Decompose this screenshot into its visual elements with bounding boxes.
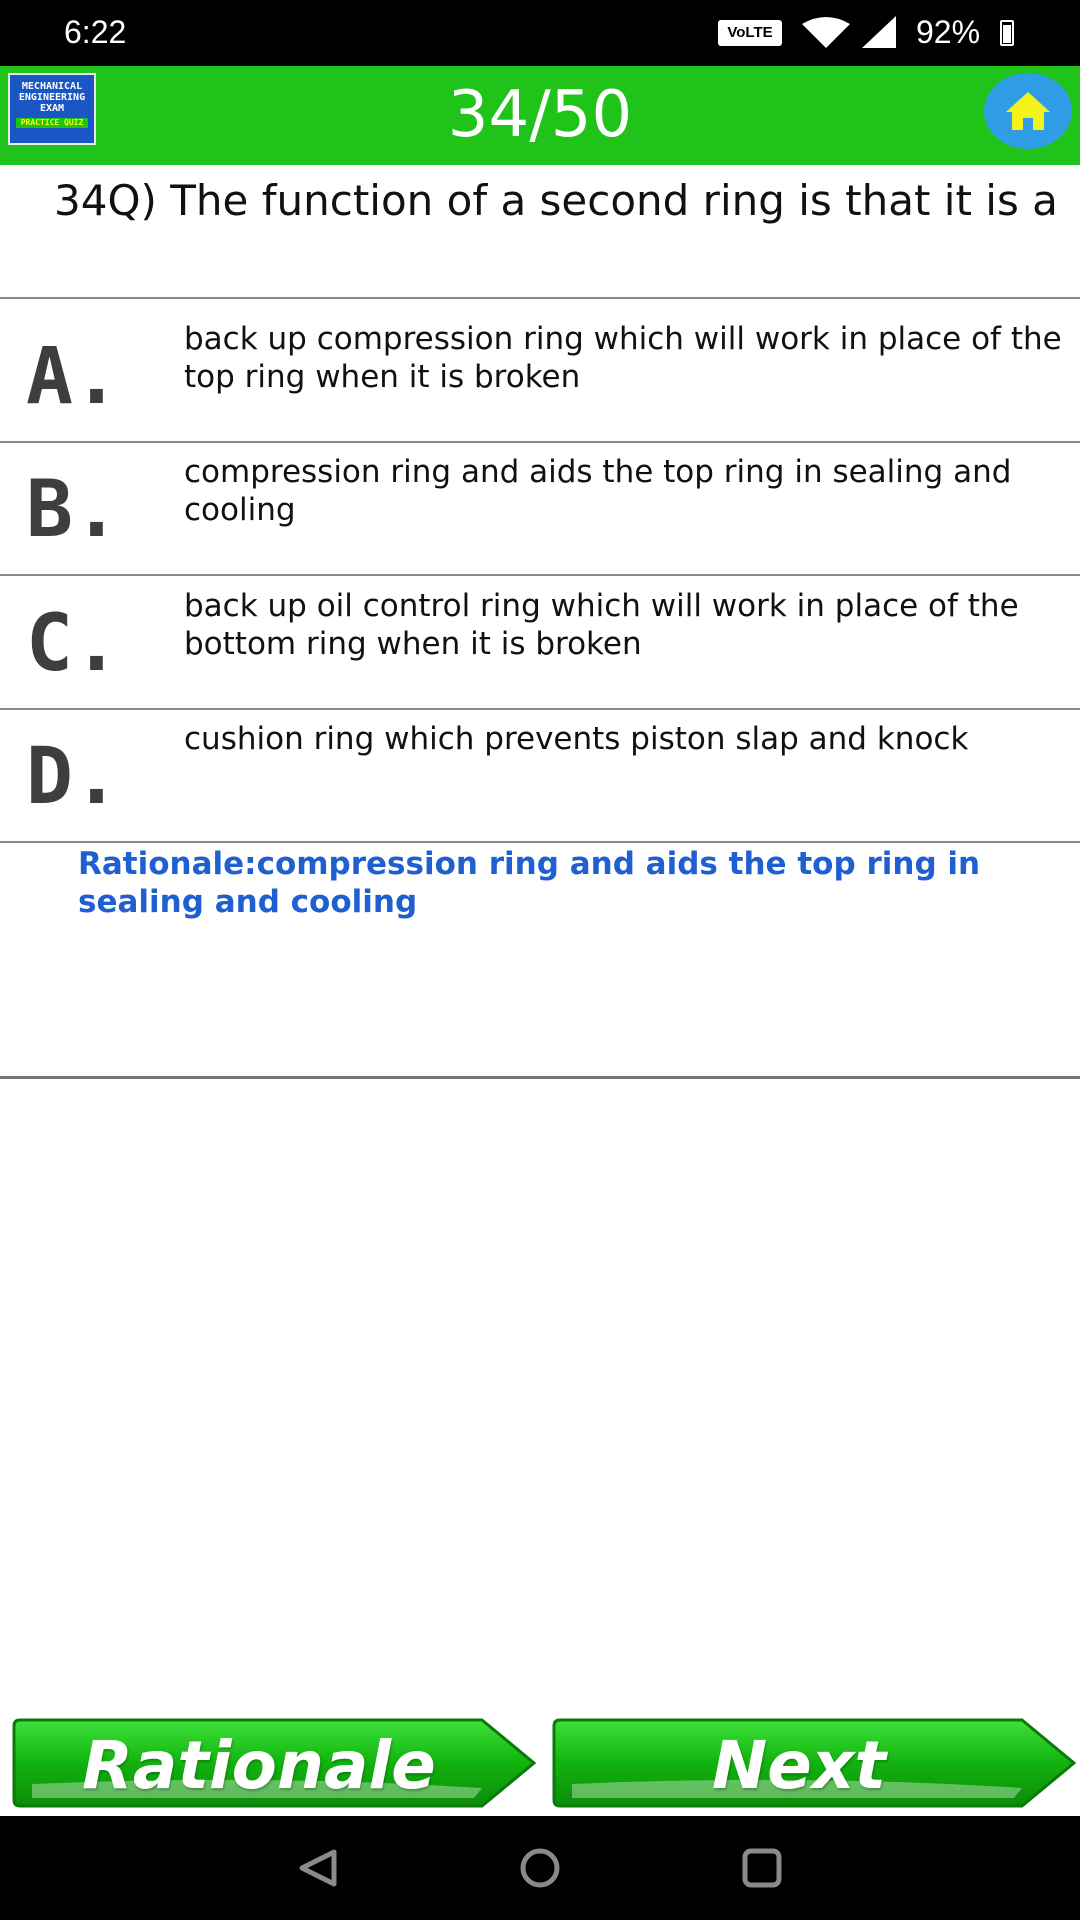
volte-icon: VoLTE [718, 20, 782, 46]
option-c[interactable] [0, 577, 1080, 710]
logo-line: EXAM [39, 103, 65, 114]
question-panel [0, 165, 1080, 299]
battery-percent: 92% [916, 14, 981, 50]
option-b[interactable] [0, 443, 1080, 576]
recents-icon[interactable] [740, 1848, 784, 1892]
option-text: back up compression ring which will work in place of the top ring when it is broken [184, 321, 1062, 395]
battery-icon [1000, 20, 1014, 46]
option-letter: C. [26, 598, 120, 689]
rationale-button-label: Rationale [82, 1727, 436, 1804]
option-letter: B. [26, 464, 120, 555]
next-button-label: Next [711, 1727, 887, 1804]
option-letter: D. [26, 731, 120, 822]
system-nav-bar [0, 1816, 1080, 1920]
rationale-text: Rationale:compression ring and aids the top ring in sealing and cooling [78, 846, 981, 920]
status-bar [0, 0, 1080, 66]
rationale-panel [0, 843, 1080, 1079]
option-text: cushion ring which prevents piston slap and knock [184, 721, 969, 757]
question-counter: 34/50 [447, 78, 633, 152]
option-d[interactable] [0, 710, 1080, 843]
option-a[interactable] [0, 310, 1080, 443]
wifi-icon [800, 16, 852, 55]
back-icon[interactable] [296, 1848, 340, 1892]
rationale-button[interactable] [12, 1718, 536, 1808]
logo-ribbon: PRACTICE QUIZ [16, 118, 88, 128]
logo-line: ENGINEERING [18, 92, 86, 103]
home-icon [1004, 90, 1052, 132]
question-text: 34Q) The function of a second ring is that it is a [54, 176, 1058, 225]
logo-line: MECHANICAL [21, 81, 83, 92]
home-button[interactable] [984, 73, 1072, 149]
option-text: back up oil control ring which will work in place of the bottom ring when it is broken [184, 588, 1019, 662]
status-time: 6:22 [64, 14, 127, 50]
signal-icon [860, 14, 900, 55]
option-text: compression ring and aids the top ring in sealing and cooling [184, 454, 1012, 528]
option-letter: A. [26, 331, 120, 422]
next-button[interactable] [552, 1718, 1076, 1808]
app-header [0, 66, 1080, 165]
home-nav-icon[interactable] [518, 1848, 562, 1892]
